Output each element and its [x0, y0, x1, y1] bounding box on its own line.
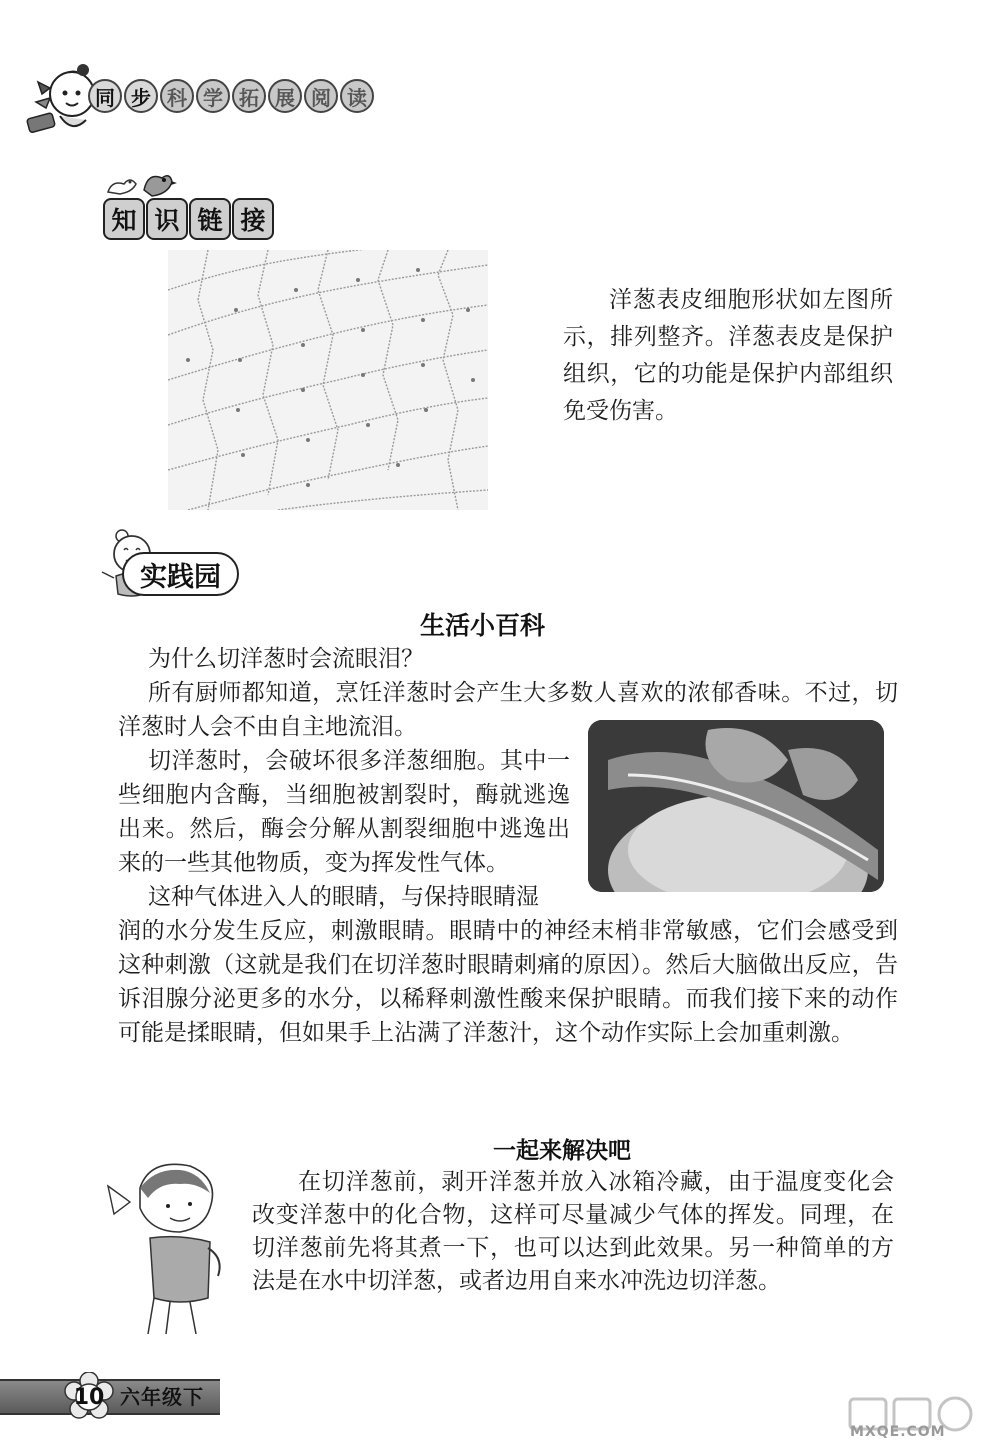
grade-label: 六年级下 [120, 1385, 204, 1409]
series-title-char: 阅 [304, 79, 338, 113]
article-paragraph-3-rest: 润的水分发生反应，刺激眼睛。眼睛中的神经末梢非常敏感，它们会感受到这种刺激（这就是我们在切洋葱时眼睛刺痛的原因）。然后大脑做出反应，告诉泪腺分泌更多的水分，以稀释刺激性酸来保护眼睛。而我们接下来的动作可能是揉眼睛，但如果手上沾满了洋葱汁，这个动作实际上会加重刺激。 [118, 918, 898, 1046]
article-title: 生活小百科 [420, 611, 546, 640]
onion-epidermis-cells-figure [168, 250, 488, 510]
badge-char: 识 [146, 198, 188, 240]
series-title-char: 科 [160, 79, 194, 113]
series-title-char: 读 [340, 79, 374, 113]
section-badge-knowledge-link [103, 198, 275, 240]
paragraph: 这种气体进入人的眼睛，与保持眼睛湿 [148, 884, 539, 910]
birds-decoration-icon [100, 162, 180, 202]
series-title-char: 展 [268, 79, 302, 113]
series-title-char: 步 [124, 79, 158, 113]
series-title-banner [88, 76, 376, 116]
solution-paragraph [252, 1166, 894, 1298]
paragraph: 所有厨师都知道，烹饪洋葱时会产生大多数人喜欢的浓郁香味。不过，切洋葱时人会不由自主地流泪。 [118, 680, 898, 740]
paragraph: 在切洋葱前，剥开洋葱并放入冰箱冷藏，由于温度变化会改变洋葱中的化合物，这样可尽量减少气体的挥发。同理，在切洋葱前先将其煮一下，也可以达到此效果。另一种简单的方法是在水中切洋葱，或者边用自来水冲洗边切洋葱。 [252, 1169, 894, 1294]
article-paragraph-2 [118, 744, 570, 880]
series-title-char: 拓 [232, 79, 266, 113]
series-title-char: 学 [196, 79, 230, 113]
section-badge-practice-garden: 实践园 [122, 552, 239, 596]
badge-char: 接 [232, 198, 274, 240]
article-question: 为什么切洋葱时会流眼泪？ [148, 646, 424, 672]
boy-thinking-illustration [100, 1158, 232, 1334]
subsection-title: 一起来解决吧 [493, 1138, 631, 1164]
paragraph: 洋葱表皮细胞形状如左图所示，排列整齐。洋葱表皮是保护组织，它的功能是保护内部组织免受伤害。 [563, 287, 893, 424]
badge-char: 链 [189, 198, 231, 240]
cutting-onion-photo [588, 720, 884, 892]
article-paragraph-3-start [118, 880, 570, 914]
series-title-char: 同 [88, 79, 122, 113]
page-number: 10 [73, 1384, 105, 1410]
paragraph: 切洋葱时，会破坏很多洋葱细胞。其中一些细胞内含酶，当细胞被割裂时，酶就逃逸出来。然后，酶会分解从割裂细胞中逃逸出来的一些其他物质，变为挥发性气体。 [118, 748, 570, 876]
badge-char: 知 [103, 198, 145, 240]
onion-cells-description [563, 282, 893, 430]
watermark-url: MXQE.COM [850, 1424, 946, 1440]
